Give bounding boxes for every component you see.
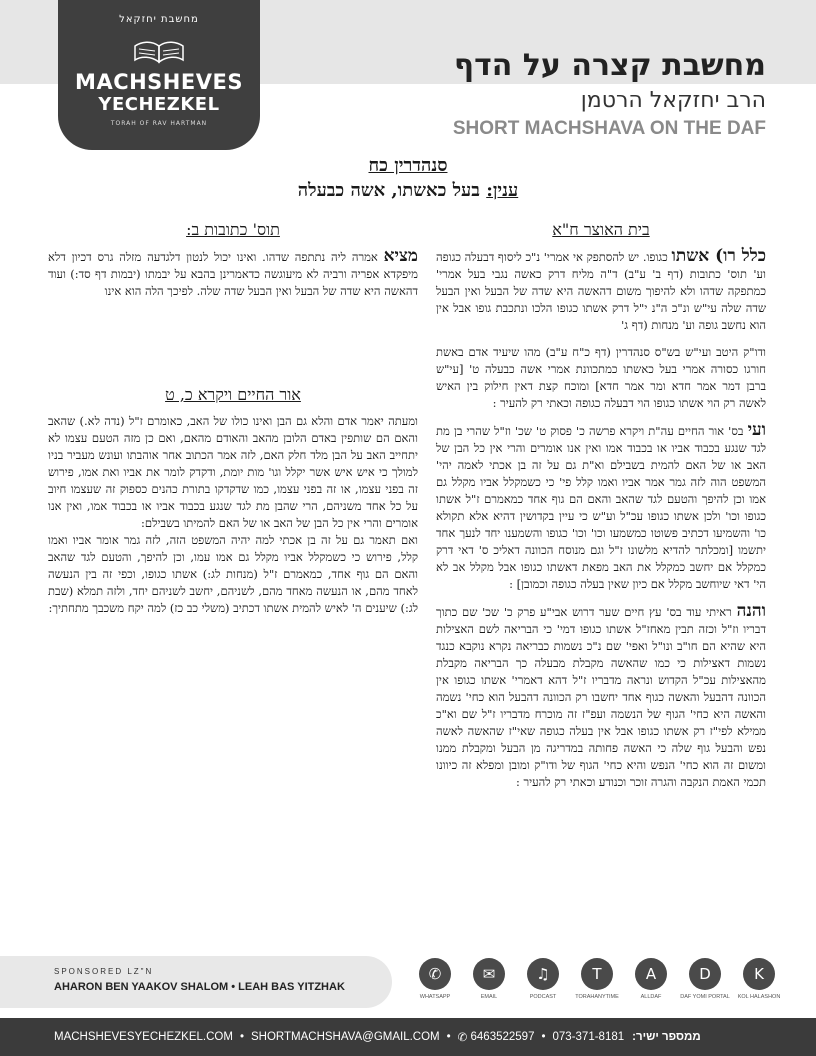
- topic-label: ענין:: [486, 180, 519, 201]
- paragraph-lead: והנה: [736, 601, 766, 621]
- left-column-bottom: [48, 385, 418, 617]
- author-name: הרב יחזקאל הרטמן: [580, 88, 766, 113]
- kolhalashon-link[interactable]: [736, 958, 782, 1008]
- whatsapp-link[interactable]: [412, 958, 458, 1008]
- website-link[interactable]: MACHSHEVESYECHEZKEL.COM: [54, 1031, 233, 1043]
- paragraph: [48, 248, 418, 300]
- whatsapp-number[interactable]: 6463522597: [470, 1031, 535, 1043]
- contact-bar: [0, 1018, 816, 1056]
- logo-line1: MACHSHEVES: [75, 70, 243, 94]
- logo-hebrew: מחשבת יחזקאל: [119, 14, 199, 25]
- dafyomi-portal-link[interactable]: [682, 958, 728, 1008]
- icon-label: EMAIL: [480, 994, 498, 1000]
- icon-label: KOL HALASHON: [737, 994, 781, 1000]
- paragraph-text: בס' אור החיים עה"ת ויקרא פרשה כ' פסוק ט' שכ' וז"ל שהרי בן מת לגד שנגע בכבוד אביו או בכבוד אמו ואין אנו אומרים והרי אין כל הבן של האב או של האם להמית בשבילם וא"ת גם על זה בן אכתי לאמה יהי' המשפט הוה לזה גמר אמר אביו ואמו קלל פי' כי כשמקלל אביו מקלל גם אמו וכן להיפך והטעם לגד שהאב והאם הם גוף אחד כמאמרם ז"ל אשתו כגופו וכו' ולכן אשתו כגופו עכ"ל וע"ש כי עיין בקדושין דהיא אלא תקולא כו' והשמיעו דכתיב פשוטו כמשמעו וכו' וכו' כגופו והשמענו יחד לנעך אחד יתשמו [ומכלתר להדיא מלשונו ז"ל וגם מנוסח הכוונה דאליכ ס' דאי דרק כמקלל אם יחשב כמקלל את האב מפאת דאשתו כגופו אבל מקלל אב לא הי' דאי שיוחשב מקלל אם כיון שאין בעלה כגופה וכמובן] :: [436, 424, 766, 591]
- separator: •: [446, 1031, 451, 1043]
- sponsor-label: SPONSORED LZ"N: [54, 967, 154, 976]
- paragraph: ואם תאמר גם על זה בן אכתי למה יהיה המשפט הזה, לזה גמר אומר אביו ואמו קלל, פירוש כי כשמקלל אביו מקלל גם אמו עמו, וכן להיפך, והטעם לגד שהאב והאם הם גוף אחד, כמאמרם ז"ל (מנחות לג:) אשתו כגופו, וכפי זה בין הנעשה לאחד מהם, או הנעשה מאחד מהם, לשניהם, יחשב לשניהם יחד, ולזה תמלא (שבת לג:) שיענים ה' לאיש להמית אשתו דכתיב (משלי כב כז) למה יקח משכבך מתחתיך:: [48, 533, 418, 615]
- section-heading: תוס' כתובות ב:: [186, 220, 280, 239]
- dafyomi-portal-icon[interactable]: D: [689, 958, 721, 990]
- paragraph: ודו"ק היטב ועי"ש בש"ס סנהדרין (דף כ"ח ע"ב) מהו שיעיד אדם באשת חורגו כסורה אמרי בעל כאשתו כמתכוונת אמרי אשה כבעלה ט' [עי"ש ברבן דמר אמר חדא ומר אמר חדא] ומוכח קצת דאין חילוק בין האיש לאשה רק הוי אשתו כגופו הוי דבעלה כגופה וכאתי רק להעיר :: [436, 345, 766, 410]
- icon-label: PODCAST: [529, 994, 557, 1000]
- logo-tagline: TORAH OF RAV HARTMAN: [110, 120, 208, 127]
- torahanytime-icon[interactable]: T: [581, 958, 613, 990]
- paragraph: [436, 603, 766, 791]
- kolhalashon-icon[interactable]: K: [743, 958, 775, 990]
- icon-label: DAF YOMI PORTAL: [680, 994, 730, 1000]
- paragraph-text: ראיתי עוד בס' עץ חיים שער דרוש אבי"ע פרק כ' שכ' שם כתוך דבריו וז"ל וכזה תבין מאחז"ל אשתו כגופו דמי' כי הבריאה לשם האצילות היא שהיא הם חו"ב ונו"ל ואפי' שם נ"כ נשמות כבריאה נקרא נוקבא כנגד נשמות דאצילות כי כמו שהאשה מקבלת מבעלה כך הבריאה מקבלת מהאצילות עכ"ל הקדוש ונראה מדבריו ז"ל דהא דאמרי' אשתו כגופו אין הכוונה דהבעל והאשה כגוף אחד יחשבו רק הכוונה דהבעל הוא כחי' נשמה והאשה היא כחי' הגוף של הנשמה ועפ"ז זה מוכרח מדבריו ז"ל שם וא"כ ממילא לפי"ז רק אשתו כגופו אבל אין בעלה כגופה שאי"ז שהאשה לאשה נפש והבעל גוף שלה כי האשה פחותה במדריגה מן הבעל ומקבלת ממנו ומשום זה הוא כחי' הנפש והיא כחי' הגוף של ודו"ק ומובן ומפלא זה כיוונו תכמי האמת הנקבה והגרה זוכר וכנודע וכאתי רק להעיר :: [436, 605, 766, 789]
- phone-label: ממספר ישיר:: [632, 1031, 701, 1043]
- icon-label: ALLDAF: [640, 994, 662, 1000]
- page-title-hebrew: מחשבת קצרה על הדף: [453, 48, 766, 83]
- paragraph-text: אמרה ליה נתתפה שדהו. ואינו יכול לנטון דלגדעה מזלה גרס דכיון דלא מיפקדא אפריה ורביה לא מיעוגשה כדאמרינן בהבא על יבמתו (יבמות דף סד:) ועוד דהאשה היא שדה של הבעל ואין הבעל שדה שלה. לפיכך הלה הוא אינו: [48, 250, 418, 298]
- separator: •: [239, 1031, 244, 1043]
- email-link-text[interactable]: SHORTMACHSHAVA@GMAIL.COM: [250, 1031, 440, 1043]
- paragraph-lead: כלל רו) אשתו: [671, 246, 767, 266]
- email-icon[interactable]: ✉: [473, 958, 505, 990]
- section-heading: אור החיים ויקרא כ, ט: [165, 385, 301, 404]
- paragraph: ומעתה יאמר אדם והלא גם הבן ואינו כולו של האב, כאומרם ז"ל (נדה לא.) שהאב והאם הם שותפין באדם הלובן מהאב והאודם מהאם, ואם כן מזה הטעם עצמו לא יתחייב האב על הבן מלד חלק האם, לזה אמר הכתוב אחר אוהבתו ועונש מעביר בניו למולך כי איש איש אשר יקלל וגו' מות יומת, ודקדק לומר את אביו ואת אמו, פירוש זה בפני עצמו, או זה בפני עצמו, כמו שדקדקו בתורת כהנים כספוק זה שעצמו חיוב על כל אחד משניהם, הרי שהבן מת לגד שנגע בכבוד אביו או בכבוד אמו, ואין אנו אומרים והרי אין כל הבן של האב או של האם להמיתו בשבילם:: [48, 414, 418, 530]
- separator: •: [541, 1031, 546, 1043]
- torahanytime-link[interactable]: [574, 958, 620, 1008]
- alldaf-link[interactable]: [628, 958, 674, 1008]
- phone-number[interactable]: 073-371-8181: [552, 1031, 625, 1043]
- email-link[interactable]: [466, 958, 512, 1008]
- podcast-link[interactable]: [520, 958, 566, 1008]
- paragraph-text: כגופו. יש להסתפק אי אמרי' נ"כ ליסוף דבעלה כגופה וע' תוס' כתובות (דף ב' ע"ב) ד"ה מליח דרק כאשה נגבי בעל אמרי' כמתפקה שדהו ולא להיפוך משום דהאשה היא שדה של הבעל ואין הבעל שדה שלה עי"ש ונ"כ ה"נ י"ל דרק אשתו כגופו הלכו ונתכבת גופו אבל אין הוא נחשב גופה וע' מנחות (דף ג': [436, 250, 766, 332]
- masechta-title: סנהדרין כח: [368, 155, 448, 176]
- paragraph-lead: ועי: [747, 420, 766, 440]
- topic-text: בעל כאשתו, אשה כבעלה: [297, 180, 480, 201]
- sponsor-names: AHARON BEN YAAKOV SHALOM • LEAH BAS YITZHAK: [54, 981, 345, 993]
- open-book-icon: [133, 40, 185, 64]
- section-heading: בית האוצר ח"א: [552, 220, 650, 239]
- alldaf-icon[interactable]: A: [635, 958, 667, 990]
- microphone-icon[interactable]: ♫: [527, 958, 559, 990]
- page-title-english: SHORT MACHSHAVA ON THE DAF: [452, 118, 766, 139]
- paragraph-lead: מציא: [383, 246, 418, 266]
- paragraph: [436, 422, 766, 593]
- contact-icons: [412, 958, 782, 1008]
- topic-line: [0, 180, 816, 201]
- right-column: [436, 220, 766, 791]
- whatsapp-icon[interactable]: ✆: [419, 958, 451, 990]
- logo[interactable]: [58, 0, 260, 150]
- icon-label: TORAHANYTIME: [575, 994, 619, 1000]
- paragraph: [436, 248, 766, 334]
- left-column-top: [48, 220, 418, 300]
- icon-label: WHATSAPP: [419, 994, 451, 1000]
- logo-line2: YECHEZKEL: [98, 94, 220, 115]
- whatsapp-small-icon: ✆: [457, 1032, 471, 1044]
